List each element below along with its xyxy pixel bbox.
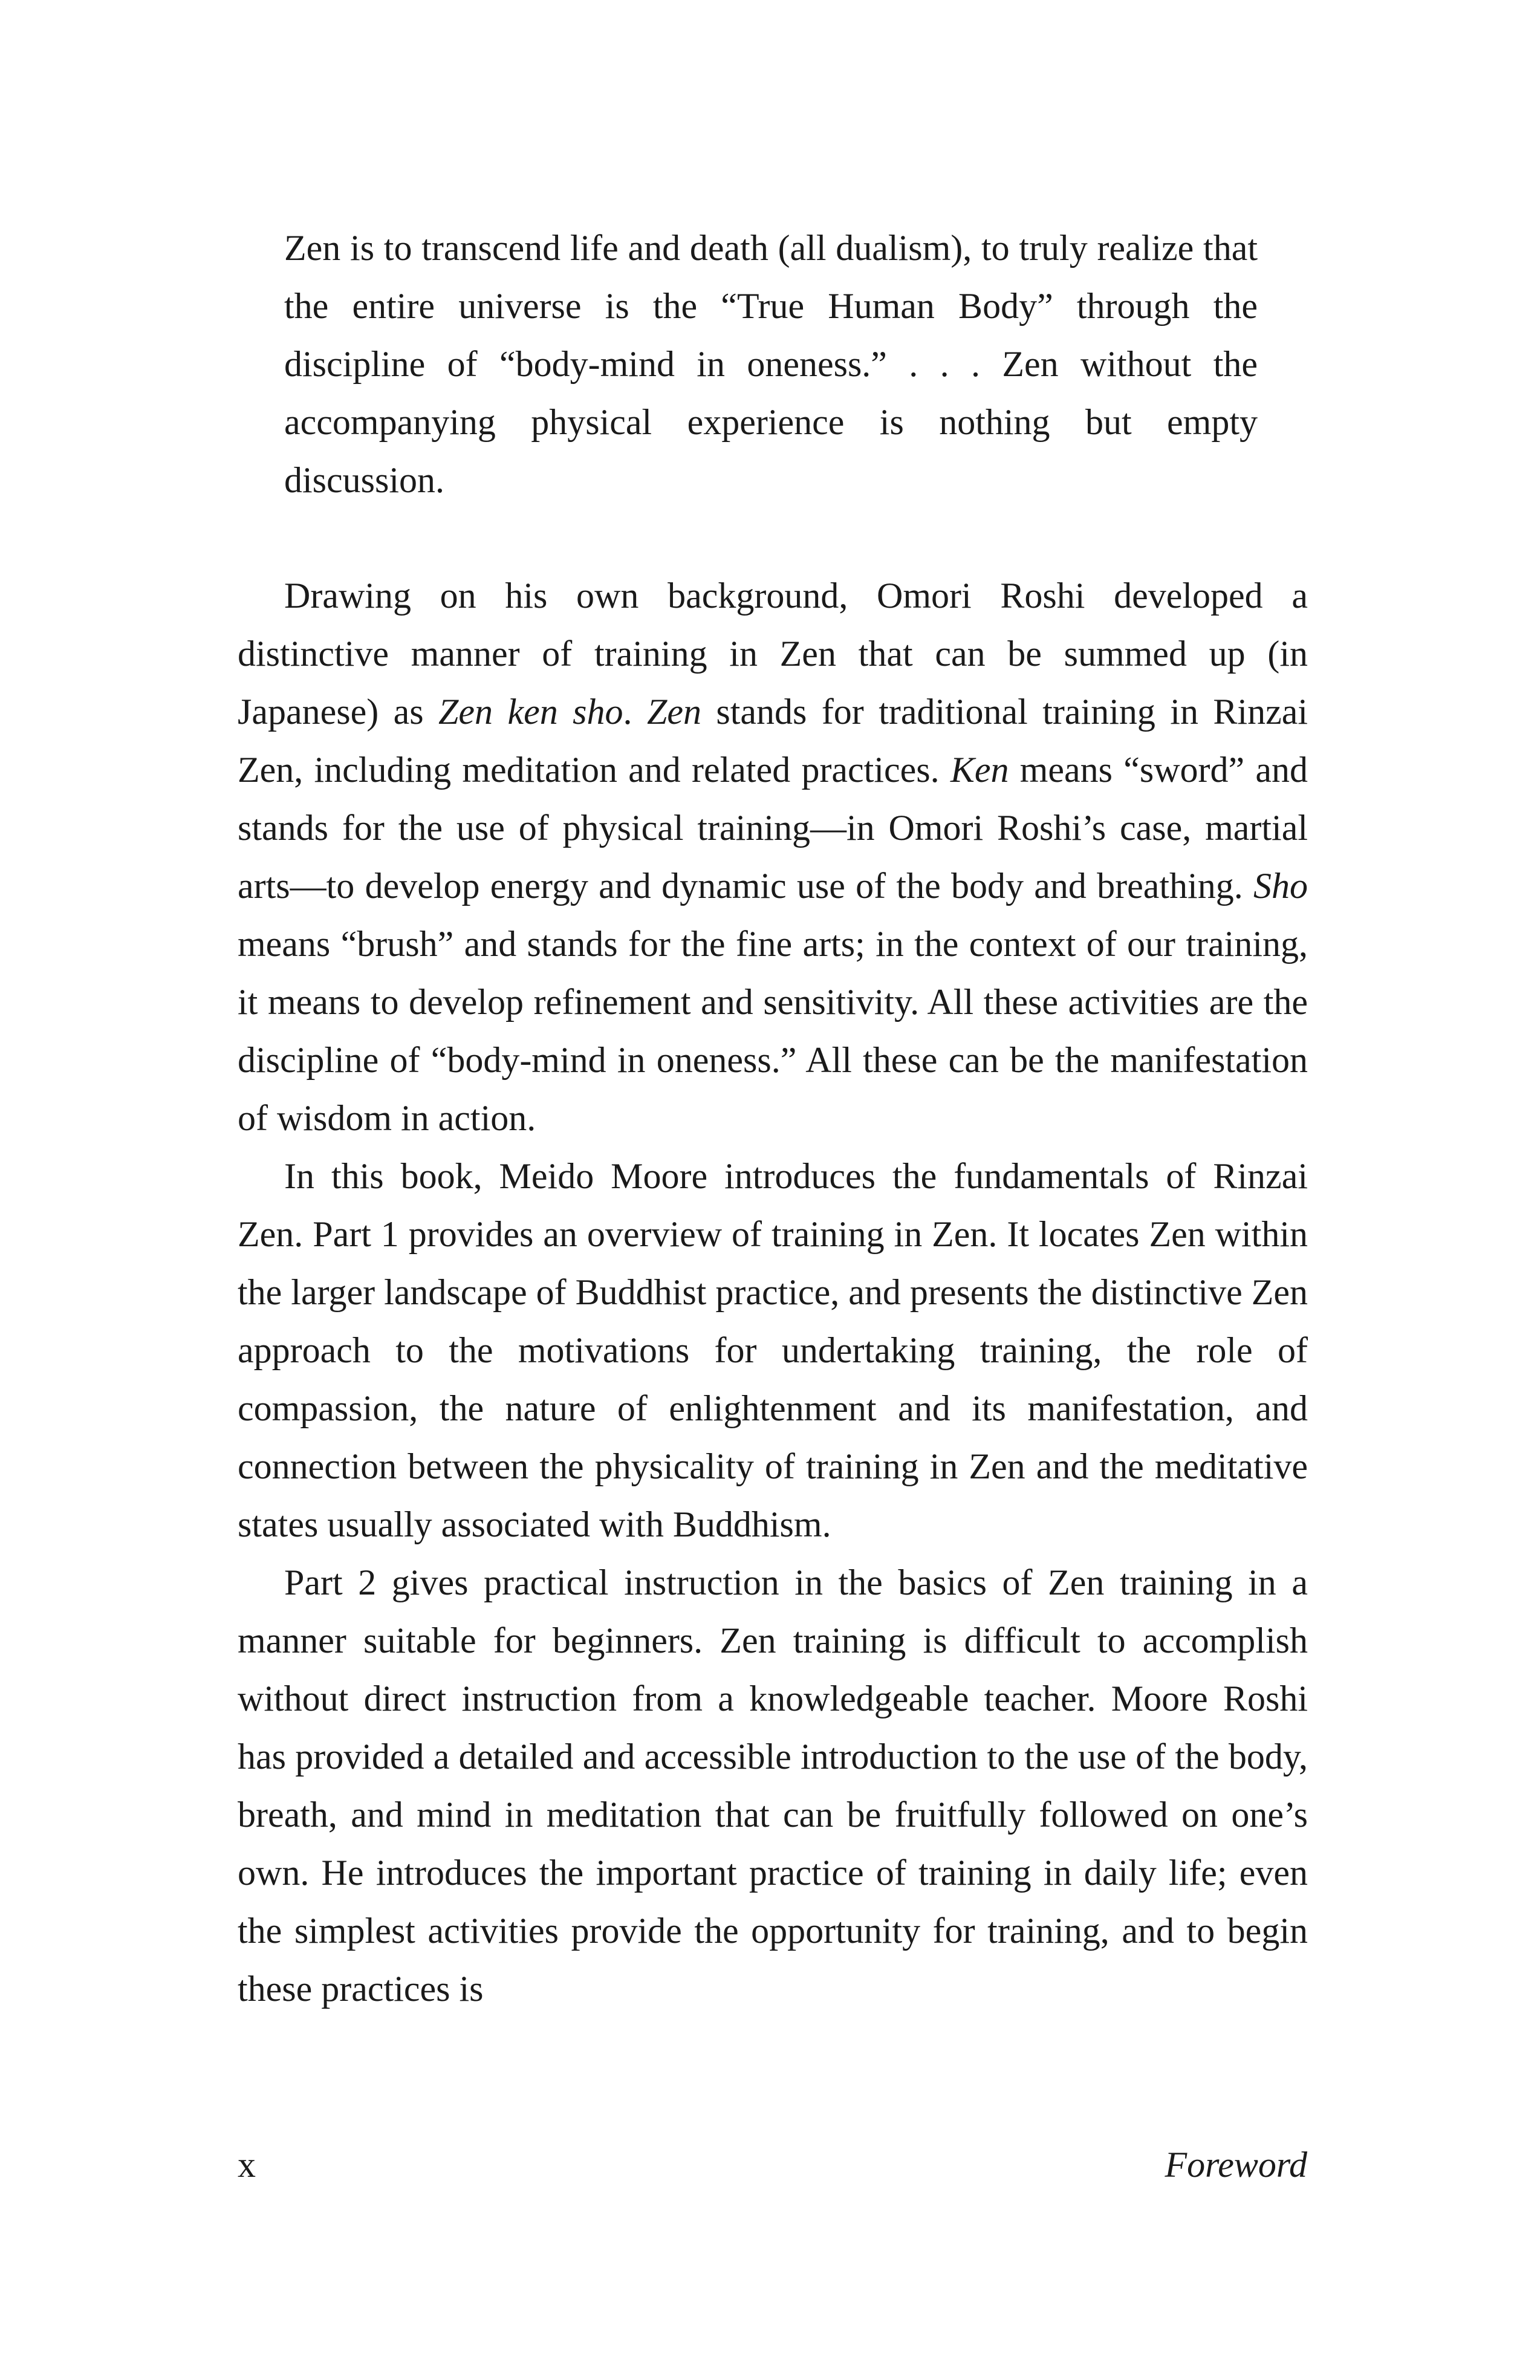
italic-term: Ken: [950, 750, 1009, 790]
italic-term: Sho: [1253, 866, 1308, 906]
italic-term: Zen ken sho: [438, 692, 623, 732]
paragraph-text: stands for traditional training in Rinzai Zen, including meditation and related practices.: [238, 692, 1308, 790]
italic-term: Zen: [646, 692, 701, 732]
paragraph-part-1: In this book, Meido Moore introduces the fundamentals of Rinzai Zen. Part 1 provides an overview of training in Zen. It locates Zen within the larger landscape of Buddhist practice, and presents the distinctive Zen approach to the motivations for undertaking training, the role of compassion, the nature of enlightenment and its manifestation, and connection between the physicality of training in Zen and the meditative states usually associated with Buddhism.: [238, 1156, 1308, 1544]
paragraph-text: Drawing on his own background, Omori Roshi developed a distinctive manner of training in Zen that can be summed up (in Japanese) as: [238, 576, 1308, 732]
page-number: x: [238, 2145, 256, 2185]
block-quote: Zen is to transcend life and death (all dualism), to truly realize that the entire universe is the “True Human Body” through the discipline of “body-mind in oneness.” . . . Zen without the accompanying physical experience is nothing but empty discussion.: [284, 228, 1258, 500]
paragraph-text: means “brush” and stands for the fine arts; in the context of our training, it means to develop refinement and sensitivity. All these activities are the discipline of “body-mind in oneness.” All these can be the manifestation of wisdom in action.: [238, 924, 1308, 1138]
paragraph-text: means “sword” and stands for the use of physical training—in Omori Roshi’s case, martial arts—to develop energy and dynamic use of the body and breathing.: [238, 750, 1308, 906]
paragraph-zen-ken-sho: [238, 567, 1308, 1147]
body-text: [238, 567, 1308, 2018]
running-footer: Foreword: [1165, 2145, 1307, 2185]
paragraph-text: .: [623, 692, 647, 732]
paragraph-part-2: Part 2 gives practical instruction in the basics of Zen training in a manner suitable for beginners. Zen training is difficult to accomplish without direct instruction from a knowledgeable teacher. Moore Roshi has provided a detailed and accessible introduction to the use of the body, breath, and mind in meditation that can be fruitfully followed on one’s own. He introduces the important practice of training in daily life; even the simplest activities provide the opportunity for training, and to begin these practices is: [238, 1562, 1308, 2009]
